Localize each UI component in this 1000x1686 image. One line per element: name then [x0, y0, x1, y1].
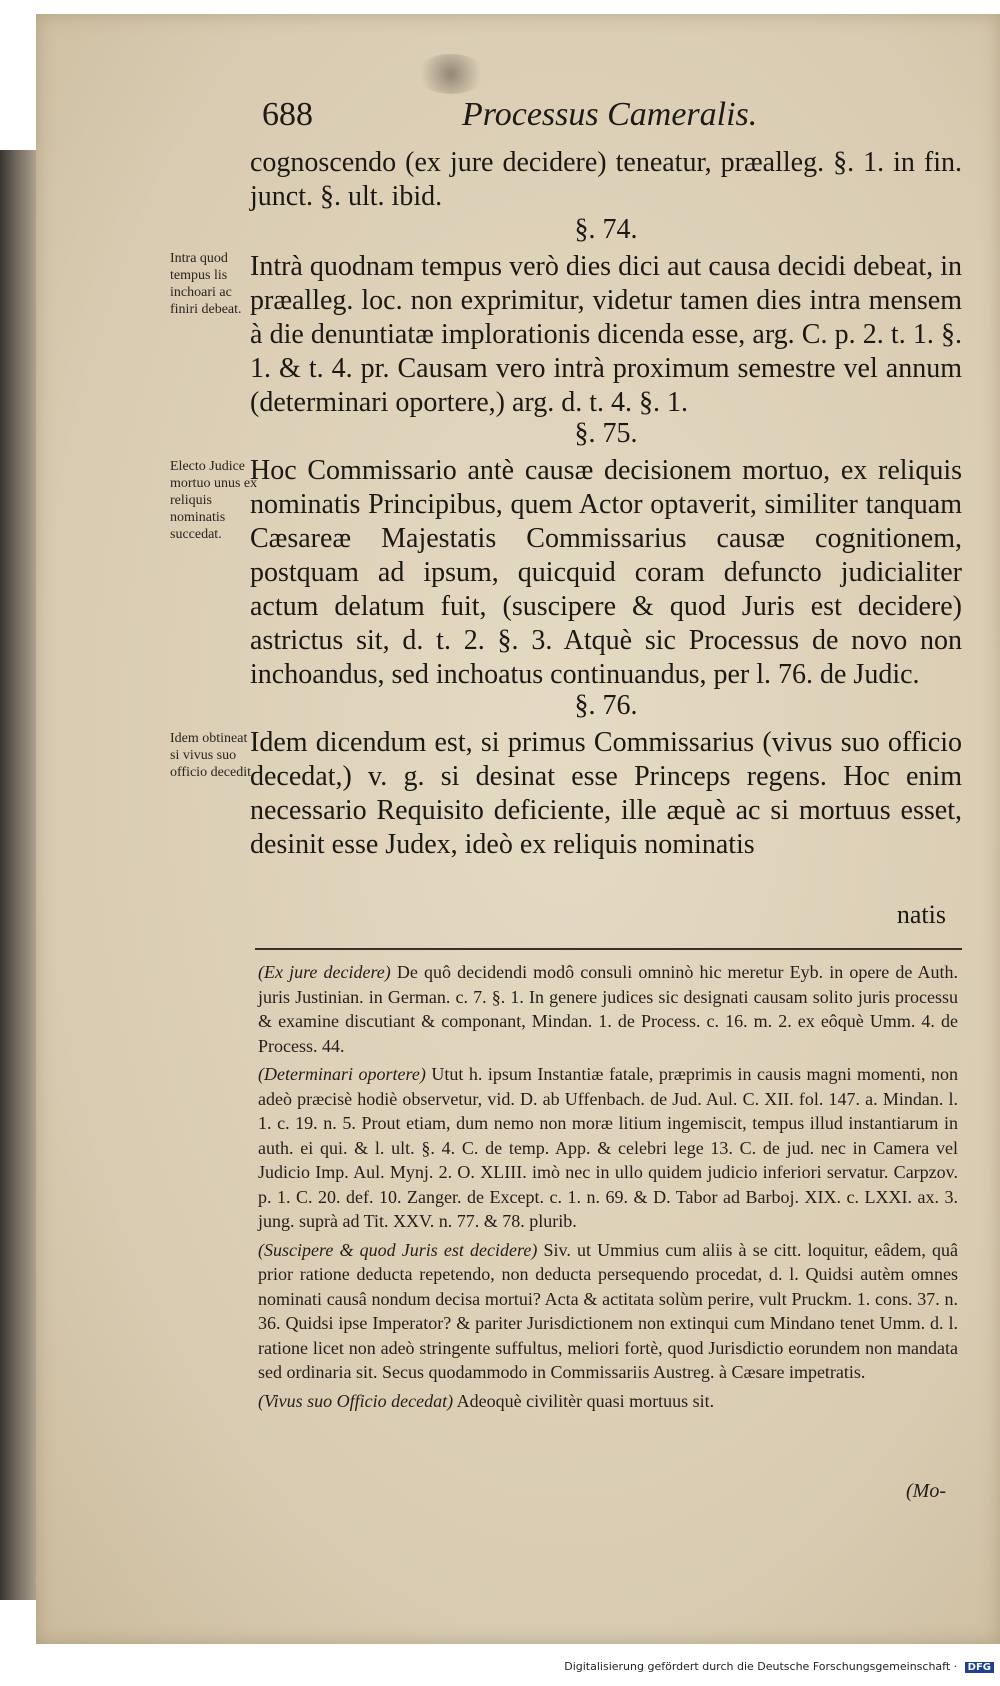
section-74: §. 74. — [574, 214, 638, 245]
ink-stain — [416, 54, 486, 94]
paragraph-76: Idem dicendum est, si primus Commissarius (vivus suo officio decedat,) v. g. si desinat esse Princeps regens. Hoc enim necessario Requisito deficiente, ille æquè ac si mortuus esset, desinit esse Judex, ideò ex reliquis nominatis — [250, 727, 962, 860]
footnote-rule — [255, 948, 962, 950]
book-edge — [0, 150, 38, 1600]
credit-text: Digitalisierung gefördert durch die Deutsche Forschungsgemeinschaft · — [564, 1660, 958, 1673]
footnote — [258, 960, 958, 1058]
footnote — [258, 1062, 958, 1234]
footnote-text: Adeoquè civilitèr quasi mortuus sit. — [456, 1390, 715, 1411]
footnote — [258, 1238, 958, 1385]
footnote-text: De quô decidendi modô consuli omninò hic meretur Eyb. in opere de Auth. juris Justinian. in German. c. 7. §. 1. In genere judices sic designati causam solito juris processu & examine discutiant & componant, Mindan. 1. de Process. c. 16. m. 2. ex eôquè Umm. 4. de Process. 44. — [258, 962, 958, 1056]
side-note-74: Intra quod tempus lis inchoari ac finiri debeat. — [170, 251, 242, 317]
running-title: Processus Cameralis. — [462, 96, 758, 133]
footnote — [258, 1389, 958, 1414]
paragraph-74: Intrà quodnam tempus verò dies dici aut causa decidi debeat, in præalleg. loc. non exprimitur, videtur tamen dies intra mensem à die denuntiatæ implorationis dicenda esse, arg. C. p. 2. t. 1. §. 1. & t. 4. pr. Causam vero intrà proximum semestre vel annum (determinari oportere,) arg. d. t. 4. §. 1. — [250, 251, 962, 418]
footnote-head: (Ex jure decidere) — [258, 962, 391, 982]
page-header — [262, 96, 962, 144]
paragraph-continuation: cognoscendo (ex jure decidere) teneatur, præalleg. §. 1. in fin. junct. §. ult. ibid. — [250, 147, 962, 212]
footnotes — [258, 960, 958, 1417]
section-75: §. 75. — [574, 418, 638, 449]
dfg-logo-icon: DFG — [965, 1662, 994, 1673]
side-note-75: Electo Judice mortuo unus ex reliquis nominatis succedat. — [170, 459, 258, 542]
footnote-head: (Determinari oportere) — [258, 1064, 426, 1084]
footnote-catchword: (Mo- — [906, 1480, 946, 1502]
catchword: natis — [896, 900, 946, 929]
side-note-76: Idem obtineat si vivus suo officio decedit. — [170, 731, 255, 780]
paragraph-75: Hoc Commissario antè causæ decisionem mortuo, ex reliquis nominatis Principibus, quem Actor optaverit, similiter tanquam Cæsareæ Majestatis Commissarius causæ cognitionem, postquam ad ipsum, quicquid coram defuncto judicialiter actum delatum fuit, (suscipere & quod Juris est decidere) astrictus sit, d. t. 2. §. 3. Atquè sic Processus de novo non inchoandus, sed inchoatus continuandus, per l. 76. de Judic. — [250, 455, 962, 690]
footnote-text: Utut h. ipsum Instantiæ fatale, præprimis in causis magni momenti, non adeò præcisè hodiè observetur, vid. D. ab Uffenbach. de Jud. Aul. C. XII. fol. 147. a. Mindan. l. 1. c. 19. n. 5. Prout etiam, dum nemo non moræ litium ingemiscit, tempus illud instantiarum in auth. ei qui. & l. ult. §. 4. C. de temp. App. & celebri lege 13. C. de jud. nec in Camera vel Judicio Imp. Aul. Mynj. 2. O. XLIII. imò nec in ullo quidem judicio inferiori servatur. Carpzov. p. 1. C. 20. def. 10. Zanger. de Except. c. 1. n. 69. & D. Tabor ad Barboj. XIX. c. LXXI. ax. 3. jung. suprà ad Tit. XXV. n. 77. & 78. plurib. — [258, 1064, 958, 1231]
footnote-head: (Vivus suo Officio decedat) — [258, 1390, 454, 1411]
footnote-text: Siv. ut Ummius cum aliis à se citt. loquitur, eâdem, quâ prior ratione deducta repetendo, non deducta persequendo procedat, d. l. Quidsi autèm omnes nominati causâ nondum decisa mortui? Acta & actitata solùm perire, vult Pruckm. 1. cons. 37. n. 36. Quidsi ipse Imperator? & pariter Jurisdictionem non extinqui cum Mindano tenet Umm. d. l. ratione licet non adeò stringente suffultus, meliori fortè, quod Jurisdictio eorundem non mandata sed ordinaria sit. Secus quodammodo in Commissariis Austreg. à Cæsare impetratis. — [258, 1239, 958, 1382]
section-76: §. 76. — [574, 690, 638, 721]
footnote-head: (Suscipere & quod Juris est decidere) — [258, 1239, 538, 1260]
page-number: 688 — [262, 96, 313, 133]
digitization-credit — [564, 1660, 994, 1673]
